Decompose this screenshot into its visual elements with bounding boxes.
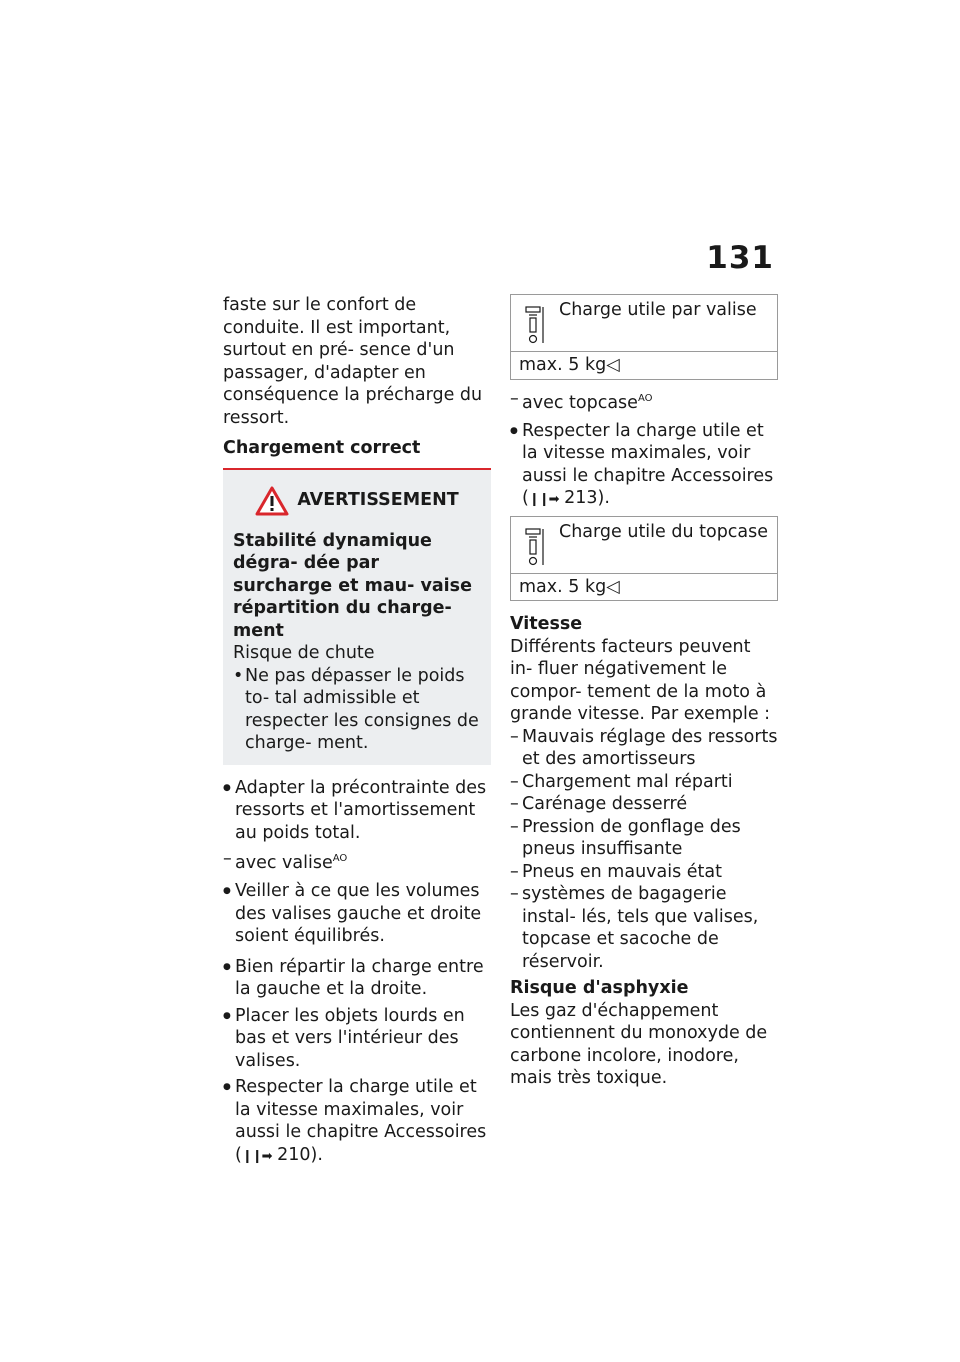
page-number: 131 <box>706 240 774 276</box>
list-item <box>510 420 778 512</box>
intro-paragraph: faste sur le confort de conduite. Il est important, surtout en pré- sence d'un passager, d'adapter en conséquence la précharge du ressort. <box>223 295 483 428</box>
speed-factor-item: – Carénage desserré <box>510 793 778 816</box>
section-heading-speed: Vitesse <box>510 614 583 635</box>
speed-factor-item: – systèmes de bagagerie instal- lés, tels que valises, topcase et sacoche de réservoir. <box>510 883 778 973</box>
speed-paragraph: Différents facteurs peuvent in- fluer négativement le compor- tement de la moto à grande vitesse. Par exemple : <box>510 636 771 725</box>
page-reference[interactable]: 213). <box>564 488 610 509</box>
payload-weight-icon <box>511 295 559 351</box>
page-ref-arrow-icon[interactable]: ❙❙➡ <box>241 1148 272 1164</box>
warning-list-item: • Ne pas dépasser le poids to- tal admissible et respecter les consignes de charge- ment. <box>233 665 481 755</box>
warning-box <box>223 470 491 765</box>
list-item: ● Placer les objets lourds en bas et vers l'intérieur des valises. <box>223 1005 491 1073</box>
list-item: ● Veiller à ce que les volumes des valises gauche et droite soient équilibrés. <box>223 880 491 948</box>
warning-risk: Risque de chute <box>233 643 375 663</box>
speed-factor-item: – Mauvais réglage des ressorts et des amortisseurs <box>510 726 778 771</box>
load-table-value: max. 5 kg◁ <box>519 355 620 375</box>
left-column <box>223 294 491 1172</box>
list-item: ● Bien répartir la charge entre la gauche et la droite. <box>223 956 491 1001</box>
speed-factor-item: – Chargement mal réparti <box>510 771 778 794</box>
load-table-value: max. 5 kg◁ <box>519 576 620 597</box>
load-table-topcase <box>510 516 778 602</box>
page-reference[interactable]: 210). <box>277 1144 323 1165</box>
section-heading-asphyxia: Risque d'asphyxie <box>510 978 689 999</box>
load-table-label: Charge utile par valise <box>559 300 757 320</box>
list-item-text: Respecter la charge utile et la vitesse maximales, voir aussi le chapitre Accessoires <box>235 1077 487 1143</box>
option-mark: AO <box>637 392 653 404</box>
instruction-list-2 <box>223 880 491 948</box>
speed-factors-list <box>510 726 778 974</box>
warning-hazard: Stabilité dynamique dégra- dée par surcharge et mau- vaise répartition du charge- ment <box>233 530 472 641</box>
instruction-list-1 <box>223 777 491 845</box>
instruction-list-4 <box>510 420 778 512</box>
warning-header <box>233 486 481 516</box>
right-column <box>510 294 778 1090</box>
ref-open: ( <box>235 1144 242 1165</box>
page-ref-arrow-icon[interactable]: ❙❙➡ <box>528 492 559 508</box>
speed-factor-item: – Pneus en mauvais état <box>510 861 778 884</box>
section-heading-loading: Chargement correct <box>223 438 421 458</box>
instruction-list-3 <box>223 956 491 1169</box>
case-condition-text: avec valise <box>235 852 333 873</box>
topcase-condition <box>510 388 778 414</box>
case-condition <box>223 848 491 874</box>
payload-weight-icon <box>511 517 559 573</box>
warning-list <box>233 665 481 755</box>
list-item <box>223 1076 491 1168</box>
list-item: ● Adapter la précontrainte des ressorts et l'amortissement au poids total. <box>223 777 491 845</box>
load-table-label: Charge utile du topcase <box>559 521 769 542</box>
speed-factor-item: – Pression de gonflage des pneus insuffisante <box>510 816 778 861</box>
topcase-condition-text: avec topcase <box>522 392 638 413</box>
option-mark: AO <box>332 853 348 864</box>
warning-title: AVERTISSEMENT <box>297 490 459 511</box>
ref-open: ( <box>522 488 529 509</box>
load-table-case <box>510 294 778 380</box>
asphyxia-paragraph: Les gaz d'échappement contiennent du monoxyde de carbone incolore, inodore, mais très toxique. <box>510 1000 768 1089</box>
list-item-text: Respecter la charge utile et la vitesse maximales, voir aussi le chapitre Accessoires <box>522 420 774 486</box>
warning-triangle-icon <box>255 486 289 516</box>
